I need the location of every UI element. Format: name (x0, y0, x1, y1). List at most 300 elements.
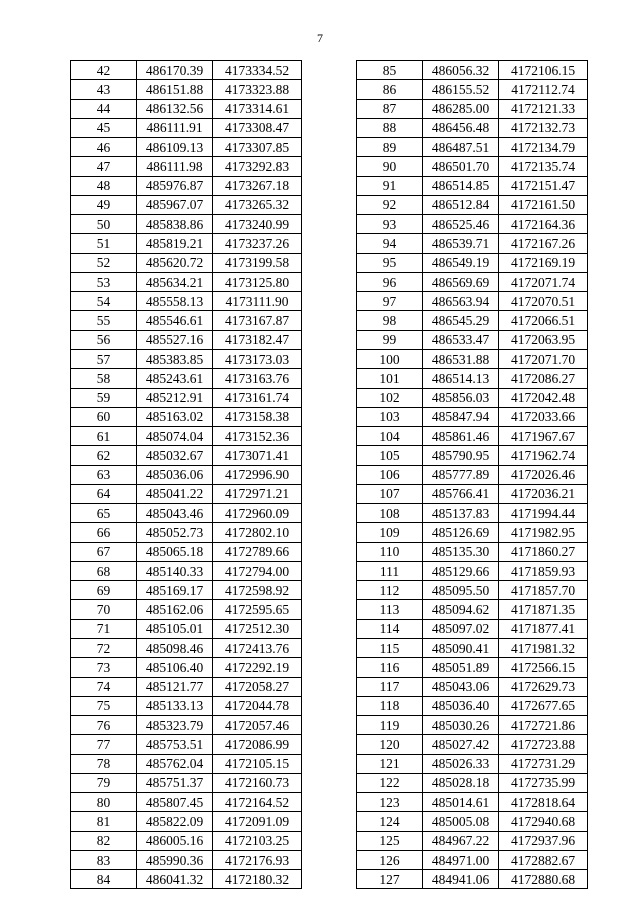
x-coordinate-cell: 485137.83 (423, 504, 499, 523)
point-number-cell: 126 (357, 850, 423, 869)
point-number-cell: 53 (71, 272, 137, 291)
x-coordinate-cell: 485753.51 (137, 735, 213, 754)
table-row (357, 870, 588, 889)
y-coordinate-cell: 4172103.25 (213, 831, 302, 850)
x-coordinate-cell: 485032.67 (137, 446, 213, 465)
y-coordinate-cell: 4172105.15 (213, 754, 302, 773)
table-row (357, 427, 588, 446)
point-number-cell: 120 (357, 735, 423, 754)
point-number-cell: 104 (357, 427, 423, 446)
y-coordinate-cell: 4172091.09 (213, 812, 302, 831)
x-coordinate-cell: 485043.06 (423, 677, 499, 696)
point-number-cell: 87 (357, 99, 423, 118)
point-number-cell: 44 (71, 99, 137, 118)
x-coordinate-cell: 485856.03 (423, 388, 499, 407)
table-body (71, 61, 302, 889)
point-number-cell: 64 (71, 484, 137, 503)
table-row (71, 658, 302, 677)
point-number-cell: 60 (71, 407, 137, 426)
point-number-cell: 50 (71, 215, 137, 234)
y-coordinate-cell: 4172595.65 (213, 600, 302, 619)
point-number-cell: 110 (357, 542, 423, 561)
y-coordinate-cell: 4172071.70 (499, 349, 588, 368)
x-coordinate-cell: 486531.88 (423, 349, 499, 368)
x-coordinate-cell: 486170.39 (137, 61, 213, 80)
y-coordinate-cell: 4172937.96 (499, 831, 588, 850)
point-number-cell: 56 (71, 330, 137, 349)
x-coordinate-cell: 486514.13 (423, 369, 499, 388)
table-row (357, 388, 588, 407)
point-number-cell: 103 (357, 407, 423, 426)
x-coordinate-cell: 486533.47 (423, 330, 499, 349)
x-coordinate-cell: 485126.69 (423, 523, 499, 542)
y-coordinate-cell: 4173071.41 (213, 446, 302, 465)
table-row (71, 446, 302, 465)
table-row (71, 388, 302, 407)
point-number-cell: 67 (71, 542, 137, 561)
table-row (357, 292, 588, 311)
y-coordinate-cell: 4172176.93 (213, 850, 302, 869)
table-row (71, 311, 302, 330)
table-row (71, 561, 302, 580)
point-number-cell: 98 (357, 311, 423, 330)
y-coordinate-cell: 4173265.32 (213, 195, 302, 214)
x-coordinate-cell: 486056.32 (423, 61, 499, 80)
y-coordinate-cell: 4172971.21 (213, 484, 302, 503)
y-coordinate-cell: 4173237.26 (213, 234, 302, 253)
x-coordinate-cell: 485051.89 (423, 658, 499, 677)
y-coordinate-cell: 4172164.36 (499, 215, 588, 234)
point-number-cell: 121 (357, 754, 423, 773)
table-row (71, 831, 302, 850)
table-row (357, 581, 588, 600)
point-number-cell: 74 (71, 677, 137, 696)
point-number-cell: 111 (357, 561, 423, 580)
x-coordinate-cell: 486545.29 (423, 311, 499, 330)
table-row (71, 504, 302, 523)
x-coordinate-cell: 485620.72 (137, 253, 213, 272)
x-coordinate-cell: 485967.07 (137, 195, 213, 214)
point-number-cell: 106 (357, 465, 423, 484)
table-row (71, 812, 302, 831)
table-row (357, 561, 588, 580)
y-coordinate-cell: 4172818.64 (499, 793, 588, 812)
table-row (71, 696, 302, 715)
point-number-cell: 82 (71, 831, 137, 850)
y-coordinate-cell: 4172723.88 (499, 735, 588, 754)
y-coordinate-cell: 4171859.93 (499, 561, 588, 580)
x-coordinate-cell: 485065.18 (137, 542, 213, 561)
y-coordinate-cell: 4172167.26 (499, 234, 588, 253)
x-coordinate-cell: 486041.32 (137, 870, 213, 889)
table-row (357, 176, 588, 195)
table-row (357, 619, 588, 638)
point-number-cell: 93 (357, 215, 423, 234)
y-coordinate-cell: 4172057.46 (213, 716, 302, 735)
page-number: 7 (317, 31, 323, 45)
x-coordinate-cell: 485822.09 (137, 812, 213, 831)
table-row (71, 369, 302, 388)
point-number-cell: 117 (357, 677, 423, 696)
y-coordinate-cell: 4171857.70 (499, 581, 588, 600)
y-coordinate-cell: 4172629.73 (499, 677, 588, 696)
y-coordinate-cell: 4173173.03 (213, 349, 302, 368)
x-coordinate-cell: 485383.85 (137, 349, 213, 368)
x-coordinate-cell: 485026.33 (423, 754, 499, 773)
x-coordinate-cell: 485098.46 (137, 638, 213, 657)
x-coordinate-cell: 485036.06 (137, 465, 213, 484)
y-coordinate-cell: 4173152.36 (213, 427, 302, 446)
y-coordinate-cell: 4173323.88 (213, 80, 302, 99)
point-number-cell: 62 (71, 446, 137, 465)
y-coordinate-cell: 4172180.32 (213, 870, 302, 889)
x-coordinate-cell: 486111.91 (137, 118, 213, 137)
table-row (357, 234, 588, 253)
point-number-cell: 69 (71, 581, 137, 600)
table-row (357, 484, 588, 503)
y-coordinate-cell: 4171860.27 (499, 542, 588, 561)
table-row (357, 773, 588, 792)
y-coordinate-cell: 4171967.67 (499, 427, 588, 446)
table-row (71, 292, 302, 311)
x-coordinate-cell: 485106.40 (137, 658, 213, 677)
y-coordinate-cell: 4172880.68 (499, 870, 588, 889)
point-number-cell: 99 (357, 330, 423, 349)
y-coordinate-cell: 4172598.92 (213, 581, 302, 600)
y-coordinate-cell: 4173308.47 (213, 118, 302, 137)
table-row (71, 176, 302, 195)
point-number-cell: 86 (357, 80, 423, 99)
table-row (71, 581, 302, 600)
point-number-cell: 57 (71, 349, 137, 368)
table-row (357, 253, 588, 272)
point-number-cell: 58 (71, 369, 137, 388)
y-coordinate-cell: 4172940.68 (499, 812, 588, 831)
x-coordinate-cell: 485041.22 (137, 484, 213, 503)
y-coordinate-cell: 4173111.90 (213, 292, 302, 311)
table-row (71, 195, 302, 214)
point-number-cell: 113 (357, 600, 423, 619)
x-coordinate-cell: 485819.21 (137, 234, 213, 253)
y-coordinate-cell: 4172066.51 (499, 311, 588, 330)
point-number-cell: 101 (357, 369, 423, 388)
table-row (357, 542, 588, 561)
x-coordinate-cell: 485762.04 (137, 754, 213, 773)
y-coordinate-cell: 4172169.19 (499, 253, 588, 272)
x-coordinate-cell: 485074.04 (137, 427, 213, 446)
y-coordinate-cell: 4173125.80 (213, 272, 302, 291)
table-row (357, 850, 588, 869)
x-coordinate-cell: 485052.73 (137, 523, 213, 542)
point-number-cell: 125 (357, 831, 423, 850)
point-number-cell: 89 (357, 138, 423, 157)
x-coordinate-cell: 485005.08 (423, 812, 499, 831)
y-coordinate-cell: 4173314.61 (213, 99, 302, 118)
point-number-cell: 124 (357, 812, 423, 831)
x-coordinate-cell: 485861.46 (423, 427, 499, 446)
table-row (71, 754, 302, 773)
x-coordinate-cell: 486563.94 (423, 292, 499, 311)
y-coordinate-cell: 4172731.29 (499, 754, 588, 773)
table-row (71, 619, 302, 638)
y-coordinate-cell: 4172026.46 (499, 465, 588, 484)
x-coordinate-cell: 485094.62 (423, 600, 499, 619)
y-coordinate-cell: 4172071.74 (499, 272, 588, 291)
x-coordinate-cell: 484941.06 (423, 870, 499, 889)
x-coordinate-cell: 486285.00 (423, 99, 499, 118)
x-coordinate-cell: 485162.06 (137, 600, 213, 619)
y-coordinate-cell: 4172735.99 (499, 773, 588, 792)
y-coordinate-cell: 4171962.74 (499, 446, 588, 465)
y-coordinate-cell: 4171871.35 (499, 600, 588, 619)
table-row (71, 523, 302, 542)
table-row (357, 793, 588, 812)
x-coordinate-cell: 485105.01 (137, 619, 213, 638)
point-number-cell: 116 (357, 658, 423, 677)
point-number-cell: 109 (357, 523, 423, 542)
x-coordinate-cell: 485777.89 (423, 465, 499, 484)
x-coordinate-cell: 485129.66 (423, 561, 499, 580)
point-number-cell: 122 (357, 773, 423, 792)
y-coordinate-cell: 4172566.15 (499, 658, 588, 677)
x-coordinate-cell: 484971.00 (423, 850, 499, 869)
table-row (71, 215, 302, 234)
y-coordinate-cell: 4172058.27 (213, 677, 302, 696)
table-row (71, 272, 302, 291)
x-coordinate-cell: 486569.69 (423, 272, 499, 291)
x-coordinate-cell: 485140.33 (137, 561, 213, 580)
table-row (71, 850, 302, 869)
table-row (71, 407, 302, 426)
table-body (357, 61, 588, 889)
point-number-cell: 107 (357, 484, 423, 503)
y-coordinate-cell: 4173292.83 (213, 157, 302, 176)
point-number-cell: 61 (71, 427, 137, 446)
y-coordinate-cell: 4173167.87 (213, 311, 302, 330)
point-number-cell: 119 (357, 716, 423, 735)
x-coordinate-cell: 486539.71 (423, 234, 499, 253)
table-row (71, 253, 302, 272)
x-coordinate-cell: 485121.77 (137, 677, 213, 696)
point-number-cell: 102 (357, 388, 423, 407)
y-coordinate-cell: 4172721.86 (499, 716, 588, 735)
y-coordinate-cell: 4172132.73 (499, 118, 588, 137)
table-row (357, 99, 588, 118)
y-coordinate-cell: 4173182.47 (213, 330, 302, 349)
point-number-cell: 76 (71, 716, 137, 735)
table-row (357, 754, 588, 773)
point-number-cell: 123 (357, 793, 423, 812)
table-row (71, 716, 302, 735)
x-coordinate-cell: 486514.85 (423, 176, 499, 195)
y-coordinate-cell: 4172063.95 (499, 330, 588, 349)
table-row (71, 600, 302, 619)
table-row (357, 157, 588, 176)
table-row (71, 118, 302, 137)
point-number-cell: 85 (357, 61, 423, 80)
table-row (357, 138, 588, 157)
table-row (71, 465, 302, 484)
table-row (71, 773, 302, 792)
table-row (71, 735, 302, 754)
x-coordinate-cell: 485133.13 (137, 696, 213, 715)
table-row (357, 677, 588, 696)
y-coordinate-cell: 4172106.15 (499, 61, 588, 80)
y-coordinate-cell: 4171982.95 (499, 523, 588, 542)
coordinates-table-left (70, 60, 302, 889)
point-number-cell: 100 (357, 349, 423, 368)
table-row (357, 311, 588, 330)
point-number-cell: 97 (357, 292, 423, 311)
x-coordinate-cell: 486151.88 (137, 80, 213, 99)
y-coordinate-cell: 4172042.48 (499, 388, 588, 407)
x-coordinate-cell: 486005.16 (137, 831, 213, 850)
table-row (357, 465, 588, 484)
y-coordinate-cell: 4173240.99 (213, 215, 302, 234)
point-number-cell: 114 (357, 619, 423, 638)
table-row (71, 542, 302, 561)
point-number-cell: 115 (357, 638, 423, 657)
x-coordinate-cell: 485790.95 (423, 446, 499, 465)
point-number-cell: 83 (71, 850, 137, 869)
table-row (357, 600, 588, 619)
table-row (357, 812, 588, 831)
x-coordinate-cell: 485135.30 (423, 542, 499, 561)
y-coordinate-cell: 4172292.19 (213, 658, 302, 677)
table-row (357, 696, 588, 715)
point-number-cell: 55 (71, 311, 137, 330)
point-number-cell: 49 (71, 195, 137, 214)
x-coordinate-cell: 485030.26 (423, 716, 499, 735)
point-number-cell: 59 (71, 388, 137, 407)
point-number-cell: 45 (71, 118, 137, 137)
table-row (357, 446, 588, 465)
x-coordinate-cell: 485838.86 (137, 215, 213, 234)
x-coordinate-cell: 485527.16 (137, 330, 213, 349)
y-coordinate-cell: 4172112.74 (499, 80, 588, 99)
y-coordinate-cell: 4172036.21 (499, 484, 588, 503)
table-row (71, 138, 302, 157)
y-coordinate-cell: 4173163.76 (213, 369, 302, 388)
x-coordinate-cell: 485976.87 (137, 176, 213, 195)
point-number-cell: 77 (71, 735, 137, 754)
x-coordinate-cell: 486549.19 (423, 253, 499, 272)
y-coordinate-cell: 4172160.73 (213, 773, 302, 792)
y-coordinate-cell: 4173267.18 (213, 176, 302, 195)
table-row (71, 234, 302, 253)
x-coordinate-cell: 486456.48 (423, 118, 499, 137)
point-number-cell: 71 (71, 619, 137, 638)
point-number-cell: 65 (71, 504, 137, 523)
y-coordinate-cell: 4172882.67 (499, 850, 588, 869)
point-number-cell: 52 (71, 253, 137, 272)
x-coordinate-cell: 485558.13 (137, 292, 213, 311)
y-coordinate-cell: 4172135.74 (499, 157, 588, 176)
x-coordinate-cell: 485014.61 (423, 793, 499, 812)
point-number-cell: 46 (71, 138, 137, 157)
x-coordinate-cell: 485036.40 (423, 696, 499, 715)
table-row (357, 349, 588, 368)
point-number-cell: 73 (71, 658, 137, 677)
table-row (357, 407, 588, 426)
y-coordinate-cell: 4171981.32 (499, 638, 588, 657)
x-coordinate-cell: 485027.42 (423, 735, 499, 754)
table-row (71, 330, 302, 349)
table-row (71, 793, 302, 812)
y-coordinate-cell: 4172161.50 (499, 195, 588, 214)
x-coordinate-cell: 485095.50 (423, 581, 499, 600)
point-number-cell: 118 (357, 696, 423, 715)
y-coordinate-cell: 4172996.90 (213, 465, 302, 484)
y-coordinate-cell: 4172086.99 (213, 735, 302, 754)
point-number-cell: 78 (71, 754, 137, 773)
point-number-cell: 84 (71, 870, 137, 889)
y-coordinate-cell: 4172802.10 (213, 523, 302, 542)
point-number-cell: 112 (357, 581, 423, 600)
y-coordinate-cell: 4172413.76 (213, 638, 302, 657)
x-coordinate-cell: 486109.13 (137, 138, 213, 157)
point-number-cell: 88 (357, 118, 423, 137)
point-number-cell: 68 (71, 561, 137, 580)
x-coordinate-cell: 485766.41 (423, 484, 499, 503)
x-coordinate-cell: 485751.37 (137, 773, 213, 792)
y-coordinate-cell: 4172960.09 (213, 504, 302, 523)
x-coordinate-cell: 485634.21 (137, 272, 213, 291)
table-row (357, 118, 588, 137)
x-coordinate-cell: 484967.22 (423, 831, 499, 850)
point-number-cell: 51 (71, 234, 137, 253)
table-row (357, 215, 588, 234)
y-coordinate-cell: 4173199.58 (213, 253, 302, 272)
y-coordinate-cell: 4172789.66 (213, 542, 302, 561)
y-coordinate-cell: 4172677.65 (499, 696, 588, 715)
point-number-cell: 95 (357, 253, 423, 272)
y-coordinate-cell: 4172512.30 (213, 619, 302, 638)
y-coordinate-cell: 4173161.74 (213, 388, 302, 407)
table-row (357, 369, 588, 388)
table-row (71, 638, 302, 657)
point-number-cell: 75 (71, 696, 137, 715)
x-coordinate-cell: 486487.51 (423, 138, 499, 157)
table-row (357, 504, 588, 523)
y-coordinate-cell: 4172086.27 (499, 369, 588, 388)
x-coordinate-cell: 485028.18 (423, 773, 499, 792)
y-coordinate-cell: 4171877.41 (499, 619, 588, 638)
point-number-cell: 108 (357, 504, 423, 523)
x-coordinate-cell: 485212.91 (137, 388, 213, 407)
y-coordinate-cell: 4172121.33 (499, 99, 588, 118)
x-coordinate-cell: 485990.36 (137, 850, 213, 869)
table-row (357, 272, 588, 291)
coordinates-table-right (356, 60, 588, 889)
point-number-cell: 79 (71, 773, 137, 792)
table-row (71, 99, 302, 118)
y-coordinate-cell: 4173158.38 (213, 407, 302, 426)
x-coordinate-cell: 485090.41 (423, 638, 499, 657)
y-coordinate-cell: 4172134.79 (499, 138, 588, 157)
point-number-cell: 91 (357, 176, 423, 195)
table-row (71, 427, 302, 446)
x-coordinate-cell: 485097.02 (423, 619, 499, 638)
x-coordinate-cell: 486155.52 (423, 80, 499, 99)
table-row (357, 80, 588, 99)
point-number-cell: 80 (71, 793, 137, 812)
x-coordinate-cell: 486525.46 (423, 215, 499, 234)
point-number-cell: 66 (71, 523, 137, 542)
table-row (71, 677, 302, 696)
y-coordinate-cell: 4172044.78 (213, 696, 302, 715)
table-row (357, 523, 588, 542)
